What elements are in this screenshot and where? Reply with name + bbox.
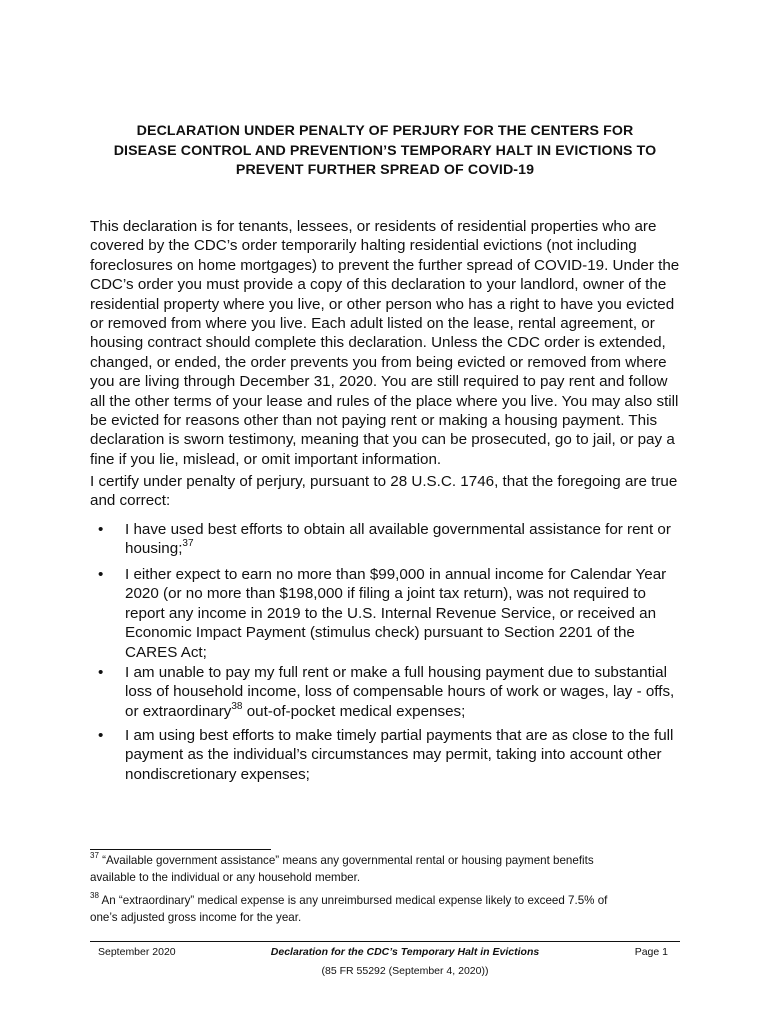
intro-line: housing contract should complete this declaration. Unless the CDC order is extended, [90, 334, 666, 352]
bullet-line [125, 702, 685, 721]
title-line: DISEASE CONTROL AND PREVENTION’S TEMPORARY HALT IN EVICTIONS TO [113, 142, 657, 159]
certify-line: I certify under penalty of perjury, pursuant to 28 U.S.C. 1746, that the foregoing are true [90, 473, 678, 490]
bullet-line: loss of household income, loss of compensable hours of work or wages, lay - offs, [125, 683, 675, 701]
certify-line: and correct: [90, 492, 171, 510]
bullet-line: 2020 (or no more than $198,000 if filing a joint tax return), was not required to [125, 585, 646, 603]
footnote-text: “Available government assistance” means any governmental rental or housing payment benefits [98, 854, 594, 867]
intro-line: changed, or ended, the order prevents you from being evicted or removed from where [90, 353, 667, 371]
footnote-line [90, 852, 680, 869]
footnote-line: available to the individual or any household member. [90, 871, 361, 884]
footnote-ref: 38 [231, 700, 243, 712]
bullet-line: I either expect to earn no more than $99,000 in annual income for Calendar Year [125, 566, 667, 583]
bullet-icon: • [98, 664, 104, 681]
bullet-line: Economic Impact Payment (stimulus check) pursuant to Section 2201 of the [125, 624, 635, 642]
footnote-line: one’s adjusted gross income for the year. [90, 911, 302, 924]
intro-paragraph [90, 217, 682, 469]
intro-line: foreclosures on home mortgages) to prevent the further spread of COVID-19. Under the [90, 256, 680, 274]
footer-date: September 2020 [98, 946, 176, 958]
footer-title: Declaration for the CDC’s Temporary Halt in Evictions [270, 946, 540, 958]
intro-line: declaration is sworn testimony, meaning that you can be prosecuted, go to jail, or pay a [90, 431, 675, 449]
intro-line: or removed from where you live. Each adult listed on the lease, rental agreement, or [90, 315, 655, 333]
certify-paragraph [90, 472, 682, 511]
footer-divider [90, 941, 680, 942]
title-line: DECLARATION UNDER PENALTY OF PERJURY FOR THE CENTERS FOR [136, 123, 634, 139]
footnote-37 [90, 852, 680, 886]
footer-citation: (85 FR 55292 (September 4, 2020)) [321, 965, 489, 977]
title-line: PREVENT FURTHER SPREAD OF COVID-19 [235, 162, 535, 178]
bullet-line: I am unable to pay my full rent or make a full housing payment due to substantial [125, 664, 667, 681]
bullet-line [125, 539, 685, 558]
document-title [90, 122, 680, 181]
bullet-icon: • [98, 566, 104, 583]
intro-line: fine if you lie, mislead, or omit important information. [90, 450, 442, 468]
footnote-number: 37 [90, 851, 99, 861]
intro-line: covered by the CDC’s order temporarily halting residential evictions (not including [90, 237, 637, 255]
intro-line: residential property where you live, or other person who has a right to have you evicted [90, 295, 675, 313]
footnote-text: An “extraordinary” medical expense is any unreimbursed medical expense likely to exceed 7.5% of [98, 894, 608, 907]
intro-line: you are living through December 31, 2020. You are still required to pay rent and follow [90, 373, 668, 391]
footnote-ref: 37 [182, 538, 194, 550]
intro-line: all the other terms of your lease and rules of the place where you live. You may also still [90, 392, 679, 410]
bullet-line: CARES Act; [125, 643, 207, 661]
bullet-line: I have used best efforts to obtain all available governmental assistance for rent or [125, 521, 671, 538]
bullet-icon: • [98, 727, 104, 744]
bullet-line: payment as the individual’s circumstances may permit, taking into account other [125, 746, 662, 764]
footnote-line [90, 892, 680, 909]
footnote-number: 38 [90, 891, 99, 901]
footnote-38 [90, 892, 680, 926]
bullet-line-text: or extraordinary [125, 702, 232, 720]
bullet-line: I am using best efforts to make timely partial payments that are as close to the full [125, 727, 674, 744]
intro-line: This declaration is for tenants, lessees, or residents of residential properties who are [90, 218, 657, 235]
footnote-divider [90, 849, 271, 850]
bullet-line-text: housing; [125, 540, 183, 558]
intro-line: CDC’s order you must provide a copy of this declaration to your landlord, owner of the [90, 276, 667, 294]
bullet-line: nondiscretionary expenses; [125, 765, 310, 783]
intro-line: be evicted for reasons other than not paying rent or making a housing payment. This [90, 412, 658, 430]
bullet-line: report any income in 2019 to the U.S. Internal Revenue Service, or received an [125, 604, 657, 622]
bullet-line-text: out-of-pocket medical expenses; [242, 702, 466, 720]
page-number: Page 1 [634, 946, 668, 958]
bullet-icon: • [98, 521, 104, 538]
